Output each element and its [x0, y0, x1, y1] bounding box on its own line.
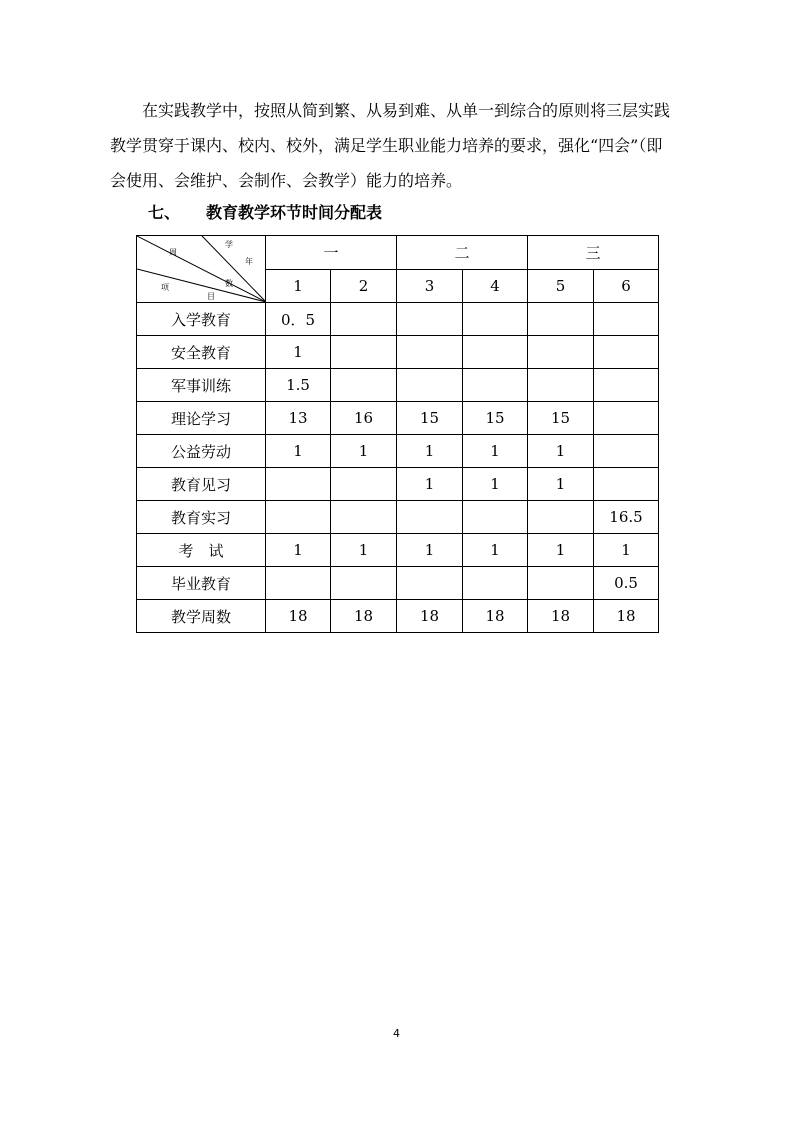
value-cell — [463, 303, 528, 336]
section-number: 七、 — [148, 203, 181, 222]
value-cell: 1 — [528, 468, 594, 501]
row-label-cell: 入学教育 — [137, 303, 266, 336]
value-cell — [266, 567, 331, 600]
value-cell: 15 — [528, 402, 594, 435]
section-title: 教育教学环节时间分配表 — [206, 203, 383, 222]
corner-label-xiang: 项 — [161, 283, 169, 292]
value-cell: 18 — [528, 600, 594, 633]
schedule-table-body — [137, 303, 659, 633]
value-cell: 13 — [266, 402, 331, 435]
year-header-cell: 二 — [397, 236, 528, 270]
table-row — [137, 468, 659, 501]
value-cell — [331, 501, 397, 534]
schedule-table — [136, 235, 659, 633]
corner-label-nian: 年 — [245, 257, 253, 266]
year-header-cell: 三 — [528, 236, 659, 270]
row-label-cell: 安全教育 — [137, 336, 266, 369]
term-header-cell: 2 — [331, 269, 397, 303]
row-label-cell: 教育见习 — [137, 468, 266, 501]
value-cell: 15 — [397, 402, 463, 435]
row-label-cell: 公益劳动 — [137, 435, 266, 468]
paragraph-line: 教学贯穿于课内、校内、校外，满足学生职业能力培养的要求，强化“四会”（即 — [110, 136, 663, 155]
table-row — [137, 435, 659, 468]
table-row — [137, 303, 659, 336]
value-cell — [331, 369, 397, 402]
term-header-cell: 3 — [397, 269, 463, 303]
value-cell: 1.5 — [266, 369, 331, 402]
page-number: 4 — [393, 1027, 400, 1040]
year-header-row — [137, 236, 659, 270]
intro-paragraph — [110, 93, 685, 198]
value-cell: 1 — [331, 534, 397, 567]
value-cell: 1 — [463, 468, 528, 501]
value-cell: 1 — [528, 534, 594, 567]
value-cell: 18 — [266, 600, 331, 633]
value-cell: 1 — [594, 534, 659, 567]
value-cell: 1 — [266, 435, 331, 468]
value-cell — [528, 336, 594, 369]
value-cell — [331, 303, 397, 336]
value-cell: 18 — [463, 600, 528, 633]
value-cell: 16.5 — [594, 501, 659, 534]
value-cell — [397, 303, 463, 336]
value-cell: 1 — [463, 534, 528, 567]
table-row — [137, 402, 659, 435]
table-row — [137, 336, 659, 369]
value-cell: 1 — [463, 435, 528, 468]
value-cell — [266, 501, 331, 534]
value-cell: 1 — [331, 435, 397, 468]
value-cell: 1 — [266, 336, 331, 369]
value-cell — [463, 567, 528, 600]
value-cell — [463, 369, 528, 402]
corner-label-shu: 数 — [225, 279, 233, 288]
value-cell: 0．5 — [266, 303, 331, 336]
row-label-cell: 考 试 — [137, 534, 266, 567]
value-cell — [397, 501, 463, 534]
value-cell: 1 — [397, 468, 463, 501]
value-cell — [331, 468, 397, 501]
row-label-cell: 理论学习 — [137, 402, 266, 435]
term-header-cell: 6 — [594, 269, 659, 303]
value-cell — [463, 501, 528, 534]
corner-label-xue: 学 — [225, 240, 233, 249]
table-row — [137, 369, 659, 402]
value-cell — [331, 567, 397, 600]
value-cell — [266, 468, 331, 501]
row-label-cell: 教学周数 — [137, 600, 266, 633]
table-row — [137, 567, 659, 600]
term-header-cell: 5 — [528, 269, 594, 303]
value-cell: 15 — [463, 402, 528, 435]
value-cell: 16 — [331, 402, 397, 435]
value-cell: 18 — [397, 600, 463, 633]
row-label-cell: 教育实习 — [137, 501, 266, 534]
value-cell — [594, 336, 659, 369]
value-cell — [397, 567, 463, 600]
table-row — [137, 534, 659, 567]
value-cell — [594, 435, 659, 468]
value-cell — [528, 567, 594, 600]
value-cell: 1 — [397, 435, 463, 468]
value-cell: 18 — [331, 600, 397, 633]
value-cell — [528, 303, 594, 336]
paragraph-line: 会使用、会维护、会制作、会教学）能力的培养。 — [110, 171, 463, 190]
value-cell: 1 — [266, 534, 331, 567]
diagonal-lines — [137, 236, 266, 302]
value-cell: 1 — [528, 435, 594, 468]
row-label-cell: 军事训练 — [137, 369, 266, 402]
value-cell — [594, 402, 659, 435]
year-header-cell: 一 — [266, 236, 397, 270]
value-cell: 18 — [594, 600, 659, 633]
value-cell — [528, 501, 594, 534]
value-cell: 0.5 — [594, 567, 659, 600]
value-cell — [397, 369, 463, 402]
term-header-cell: 1 — [266, 269, 331, 303]
corner-label-zhou: 周 — [169, 248, 177, 257]
table-row — [137, 600, 659, 633]
value-cell — [594, 303, 659, 336]
value-cell — [397, 336, 463, 369]
value-cell — [594, 369, 659, 402]
table-row — [137, 501, 659, 534]
value-cell — [331, 336, 397, 369]
row-label-cell: 毕业教育 — [137, 567, 266, 600]
value-cell — [528, 369, 594, 402]
value-cell — [594, 468, 659, 501]
paragraph-line: 在实践教学中，按照从简到繁、从易到难、从单一到综合的原则将三层实践 — [142, 101, 671, 120]
value-cell — [463, 336, 528, 369]
section-heading — [148, 198, 382, 228]
term-header-cell: 4 — [463, 269, 528, 303]
corner-label-mu: 目 — [207, 292, 215, 301]
corner-header-cell — [137, 236, 266, 303]
value-cell: 1 — [397, 534, 463, 567]
